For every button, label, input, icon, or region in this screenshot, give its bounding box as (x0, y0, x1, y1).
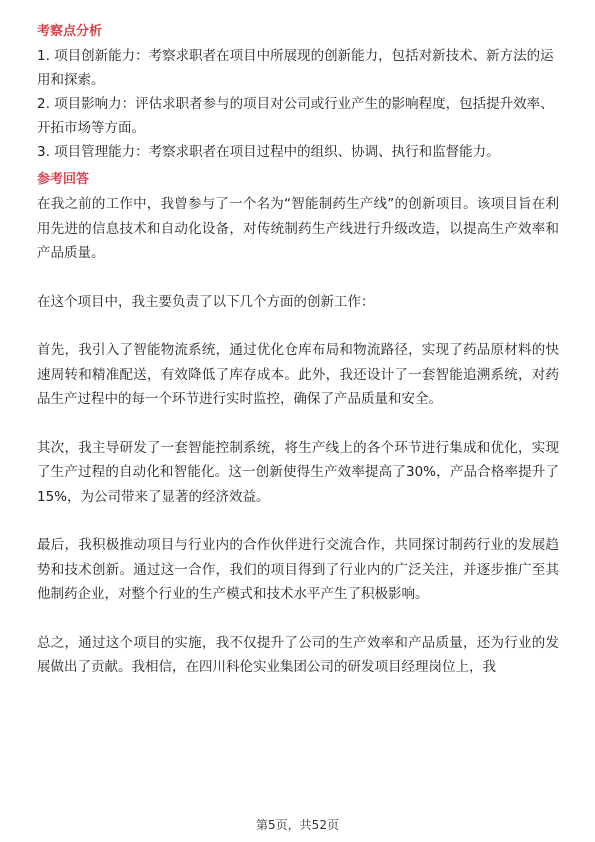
answer-paragraph: 在我之前的工作中，我曾参与了一个名为“智能制药生产线”的创新项目。该项目旨在利用先进的信息技术和自动化设备，对传统制药生产线进行升级改造，以提高生产效率和产品质量。 (37, 196, 559, 261)
paragraph-gap (37, 314, 559, 338)
paragraph-gap (37, 509, 559, 533)
document-page (37, 20, 559, 680)
answer-title: 参考回答 (37, 172, 90, 187)
answer-paragraph: 其次，我主导研发了一套智能控制系统，将生产线上的各个环节进行集成和优化，实现了生产过程的自动化和智能化。这一创新使得生产效率提高了30%，产品合格率提升了15%，为公司带来了显著的经济效益。 (37, 439, 559, 505)
paragraph-gap (37, 412, 559, 436)
analysis-item: 2. 项目影响力：评估求职者参与的项目对公司或行业产生的影响程度，包括提升效率、开拓市场等方面。 (37, 96, 554, 136)
answer-paragraph: 在这个项目中，我主要负责了以下几个方面的创新工作： (37, 293, 375, 310)
answer-paragraph: 总之，通过这个项目的实施，我不仅提升了公司的生产效率和产品质量，还为行业的发展做出了贡献。我相信，在四川科伦实业集团公司的研发项目经理岗位上，我 (37, 634, 559, 675)
analysis-item: 3. 项目管理能力：考察求职者在项目过程中的组织、协调、执行和监督能力。 (37, 144, 500, 160)
analysis-title: 考察点分析 (37, 24, 103, 39)
page-number: 第5页，共52页 (256, 818, 339, 832)
answer-paragraph: 最后，我积极推动项目与行业内的合作伙伴进行交流合作，共同探讨制药行业的发展趋势和技术创新。通过这一合作，我们的项目得到了行业内的广泛关注，并逐步推广至其他制药企业，对整个行业的生产模式和技术水平产生了积极影响。 (37, 537, 559, 602)
analysis-item: 1. 项目创新能力：考察求职者在项目中所展现的创新能力，包括对新技术、新方法的运用和探索。 (37, 48, 554, 88)
paragraph-gap (37, 607, 559, 631)
paragraph-gap (37, 266, 559, 290)
answer-paragraph: 首先，我引入了智能物流系统，通过优化仓库布局和物流路径，实现了药品原材料的快速周转和精准配送，有效降低了库存成本。此外，我还设计了一套智能追溯系统，对药品生产过程中的每一个环节进行实时监控，确保了产品质量和安全。 (37, 342, 559, 407)
